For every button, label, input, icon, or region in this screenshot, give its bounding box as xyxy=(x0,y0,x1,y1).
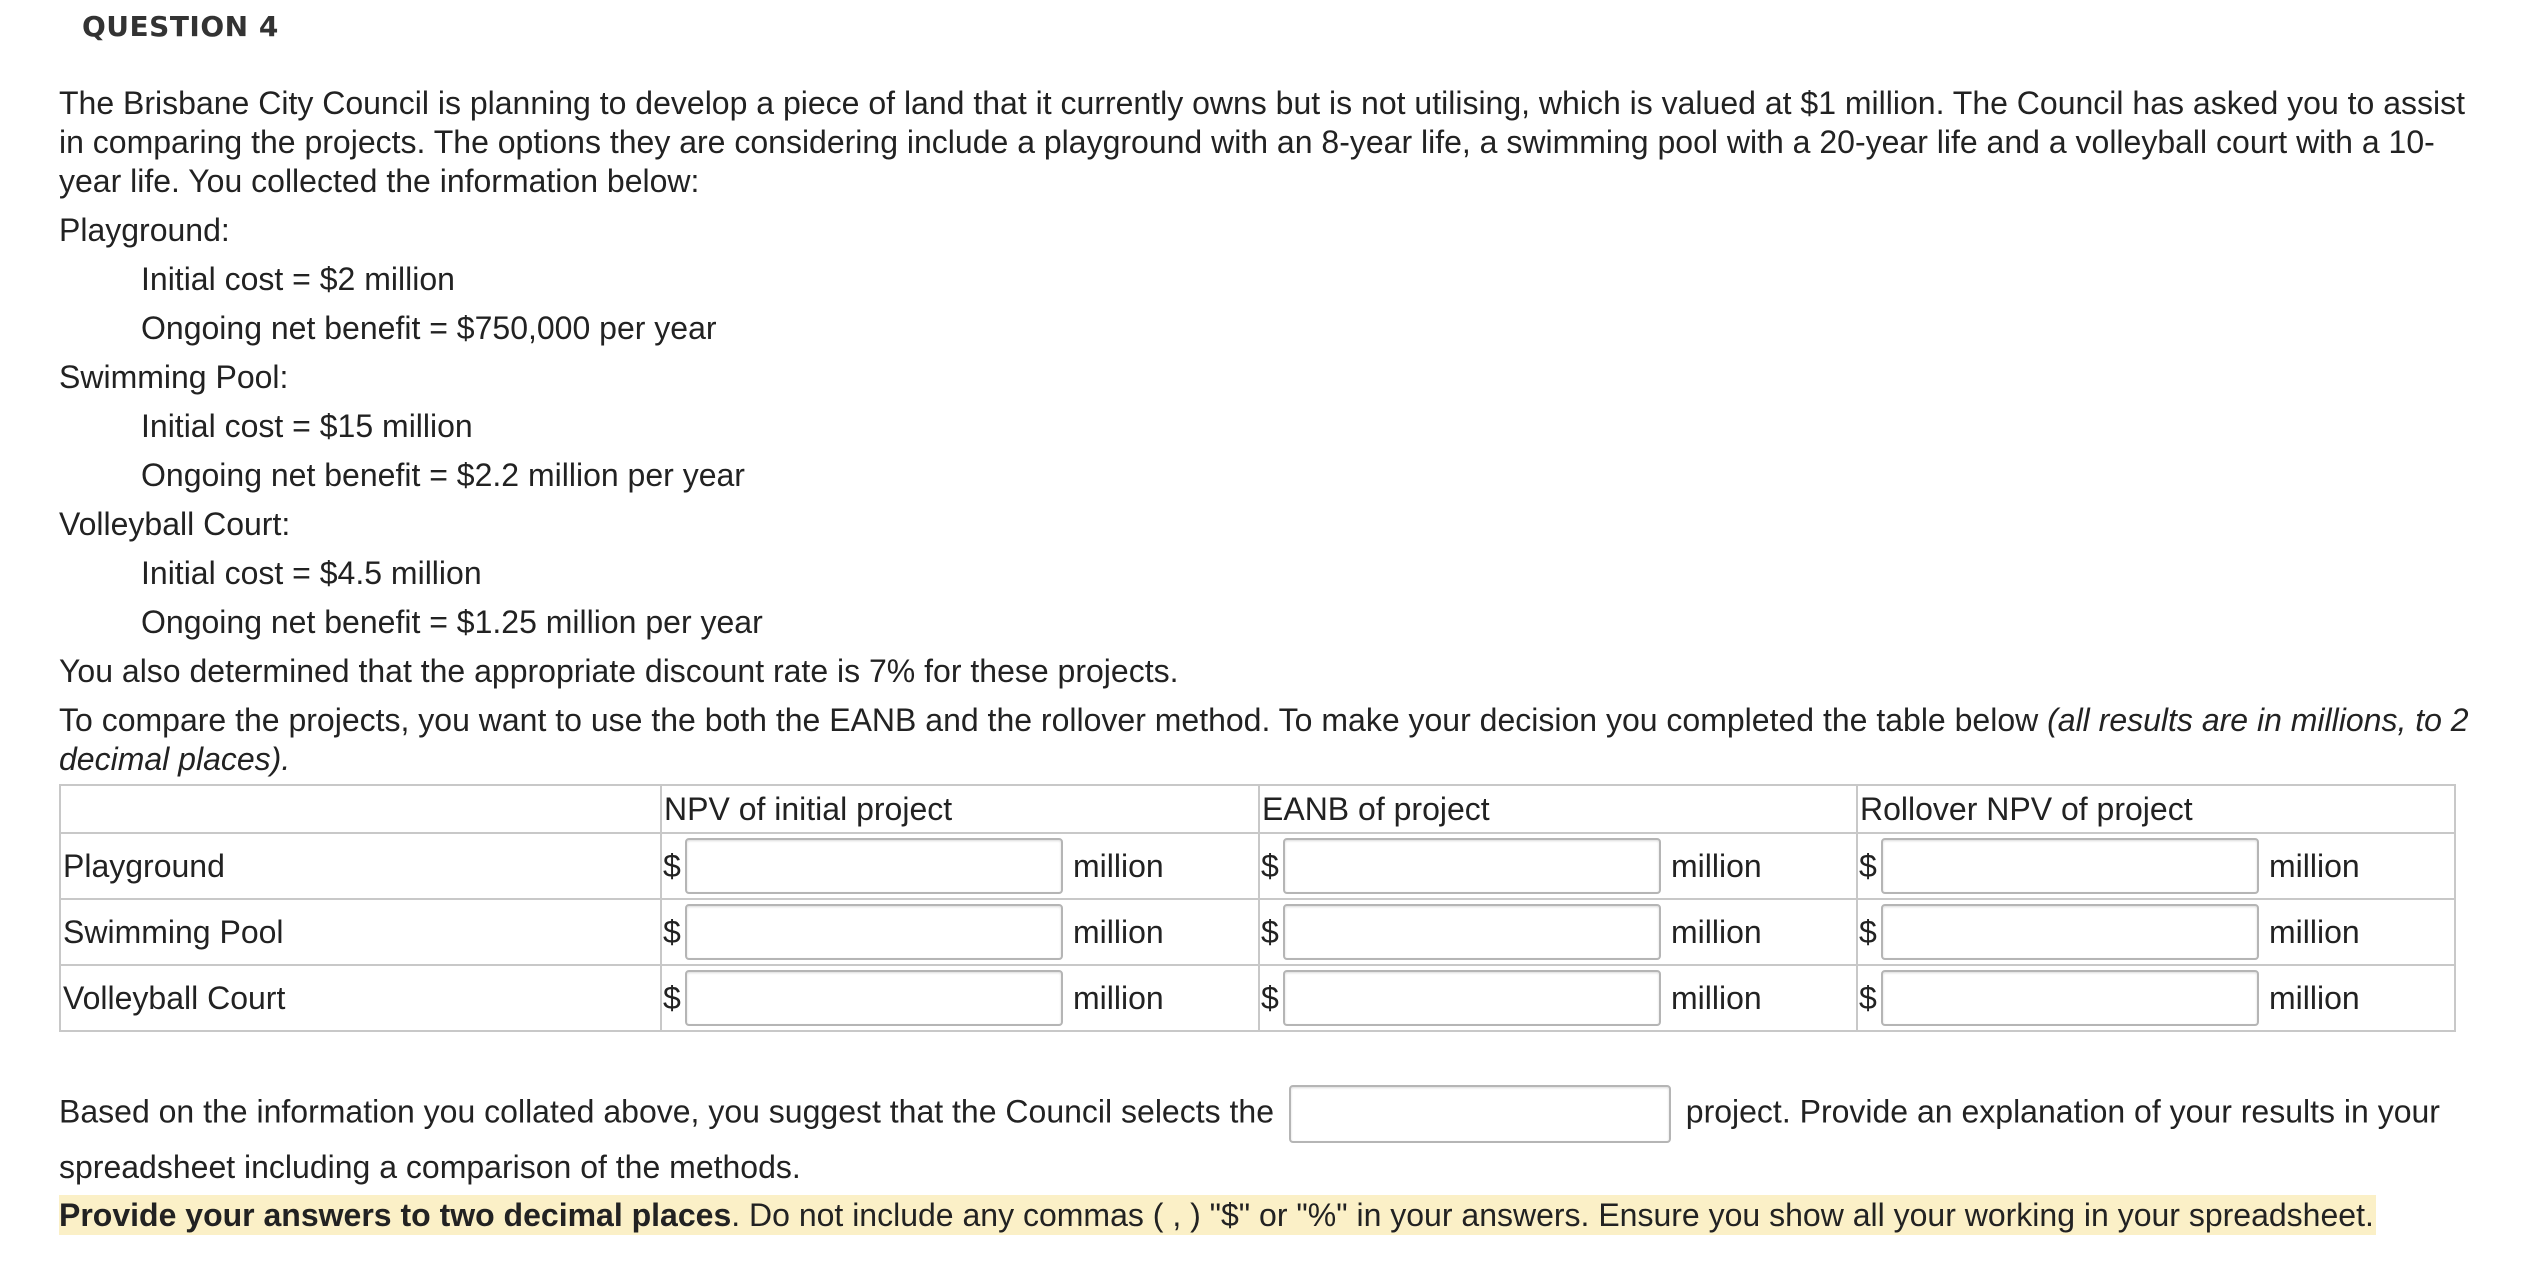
volleyball-court-initial-cost: Initial cost = $4.5 million xyxy=(141,555,482,591)
selection-text-after: project. Provide an explanation of your results in your spreadsheet including a comparison of the methods. xyxy=(59,1093,2440,1185)
answer-instructions xyxy=(59,1195,2376,1235)
table-header-row xyxy=(60,785,2455,833)
table-row-playground xyxy=(60,833,2455,899)
instructions-bold: Provide your answers to two decimal places xyxy=(59,1197,732,1233)
cell-rollover-swimming-pool xyxy=(1857,899,2455,965)
dollar-symbol: $ xyxy=(663,847,681,884)
unit-label: million xyxy=(2269,913,2360,950)
intro-paragraph: The Brisbane City Council is planning to develop a piece of land that it currently owns but is not utilising, which is valued at $1 million. The Council has asked you to assist in comparing the projects. The options they are considering include a playground with an 8-year life, a swimming pool with a 20-year life and a volleyball court with a 10-year life. You collected the information below: xyxy=(59,85,2466,199)
playground-net-benefit: Ongoing net benefit = $750,000 per year xyxy=(141,310,717,346)
question-body xyxy=(59,84,2469,779)
row-label-playground: Playground xyxy=(60,833,661,899)
cell-npv-playground xyxy=(661,833,1259,899)
row-label-volleyball-court: Volleyball Court xyxy=(60,965,661,1031)
playground-initial-cost: Initial cost = $2 million xyxy=(141,261,455,297)
dollar-symbol: $ xyxy=(1261,979,1279,1016)
unit-label: million xyxy=(1671,979,1762,1016)
selection-text-before: Based on the information you collated above, you suggest that the Council selects the xyxy=(59,1093,1274,1130)
project-title-playground: Playground: xyxy=(59,212,230,248)
swimming-pool-initial-cost: Initial cost = $15 million xyxy=(141,408,473,444)
discount-rate-note: You also determined that the appropriate discount rate is 7% for these projects. xyxy=(59,653,1179,689)
dollar-symbol: $ xyxy=(1261,847,1279,884)
dollar-symbol: $ xyxy=(663,913,681,950)
rollover-input-volleyball-court[interactable] xyxy=(1881,970,2259,1026)
rollover-input-playground[interactable] xyxy=(1881,838,2259,894)
cell-eanb-swimming-pool xyxy=(1259,899,1857,965)
npv-input-swimming-pool[interactable] xyxy=(685,904,1063,960)
selection-sentence xyxy=(59,1085,2469,1191)
unit-label: million xyxy=(2269,847,2360,884)
dollar-symbol: $ xyxy=(1859,913,1877,950)
cell-npv-swimming-pool xyxy=(661,899,1259,965)
cell-npv-volleyball-court xyxy=(661,965,1259,1031)
unit-label: million xyxy=(1073,847,1164,884)
instructions-rest: . Do not include any commas ( , ) "$" or "%" in your answers. Ensure you show all your working in your spreadsheet. xyxy=(731,1197,2374,1233)
dollar-symbol: $ xyxy=(663,979,681,1016)
npv-input-playground[interactable] xyxy=(685,838,1063,894)
dollar-symbol: $ xyxy=(1261,913,1279,950)
compare-note xyxy=(59,701,2469,779)
cell-rollover-volleyball-court xyxy=(1857,965,2455,1031)
unit-label: million xyxy=(1073,913,1164,950)
rollover-input-swimming-pool[interactable] xyxy=(1881,904,2259,960)
unit-label: million xyxy=(1671,913,1762,950)
eanb-input-playground[interactable] xyxy=(1283,838,1661,894)
project-title-volleyball-court: Volleyball Court: xyxy=(59,506,291,542)
compare-note-italic: (all results are in millions, to 2 decimal places). xyxy=(59,702,2469,777)
results-table xyxy=(59,784,2456,1032)
header-npv: NPV of initial project xyxy=(661,785,1259,833)
cell-eanb-volleyball-court xyxy=(1259,965,1857,1031)
question-header: QUESTION 4 xyxy=(82,10,279,43)
eanb-input-swimming-pool[interactable] xyxy=(1283,904,1661,960)
volleyball-court-net-benefit: Ongoing net benefit = $1.25 million per year xyxy=(141,604,763,640)
project-title-swimming-pool: Swimming Pool: xyxy=(59,359,289,395)
cell-eanb-playground xyxy=(1259,833,1857,899)
dollar-symbol: $ xyxy=(1859,979,1877,1016)
table-row-volleyball-court xyxy=(60,965,2455,1031)
npv-input-volleyball-court[interactable] xyxy=(685,970,1063,1026)
header-eanb: EANB of project xyxy=(1259,785,1857,833)
header-empty xyxy=(60,785,661,833)
project-selection-input[interactable] xyxy=(1289,1085,1671,1143)
unit-label: million xyxy=(1671,847,1762,884)
swimming-pool-net-benefit: Ongoing net benefit = $2.2 million per year xyxy=(141,457,745,493)
unit-label: million xyxy=(1073,979,1164,1016)
cell-rollover-playground xyxy=(1857,833,2455,899)
dollar-symbol: $ xyxy=(1859,847,1877,884)
row-label-swimming-pool: Swimming Pool xyxy=(60,899,661,965)
table-row-swimming-pool xyxy=(60,899,2455,965)
eanb-input-volleyball-court[interactable] xyxy=(1283,970,1661,1026)
compare-note-text: To compare the projects, you want to use the both the EANB and the rollover method. To make your decision you completed the table below xyxy=(59,702,2048,738)
header-rollover: Rollover NPV of project xyxy=(1857,785,2455,833)
unit-label: million xyxy=(2269,979,2360,1016)
